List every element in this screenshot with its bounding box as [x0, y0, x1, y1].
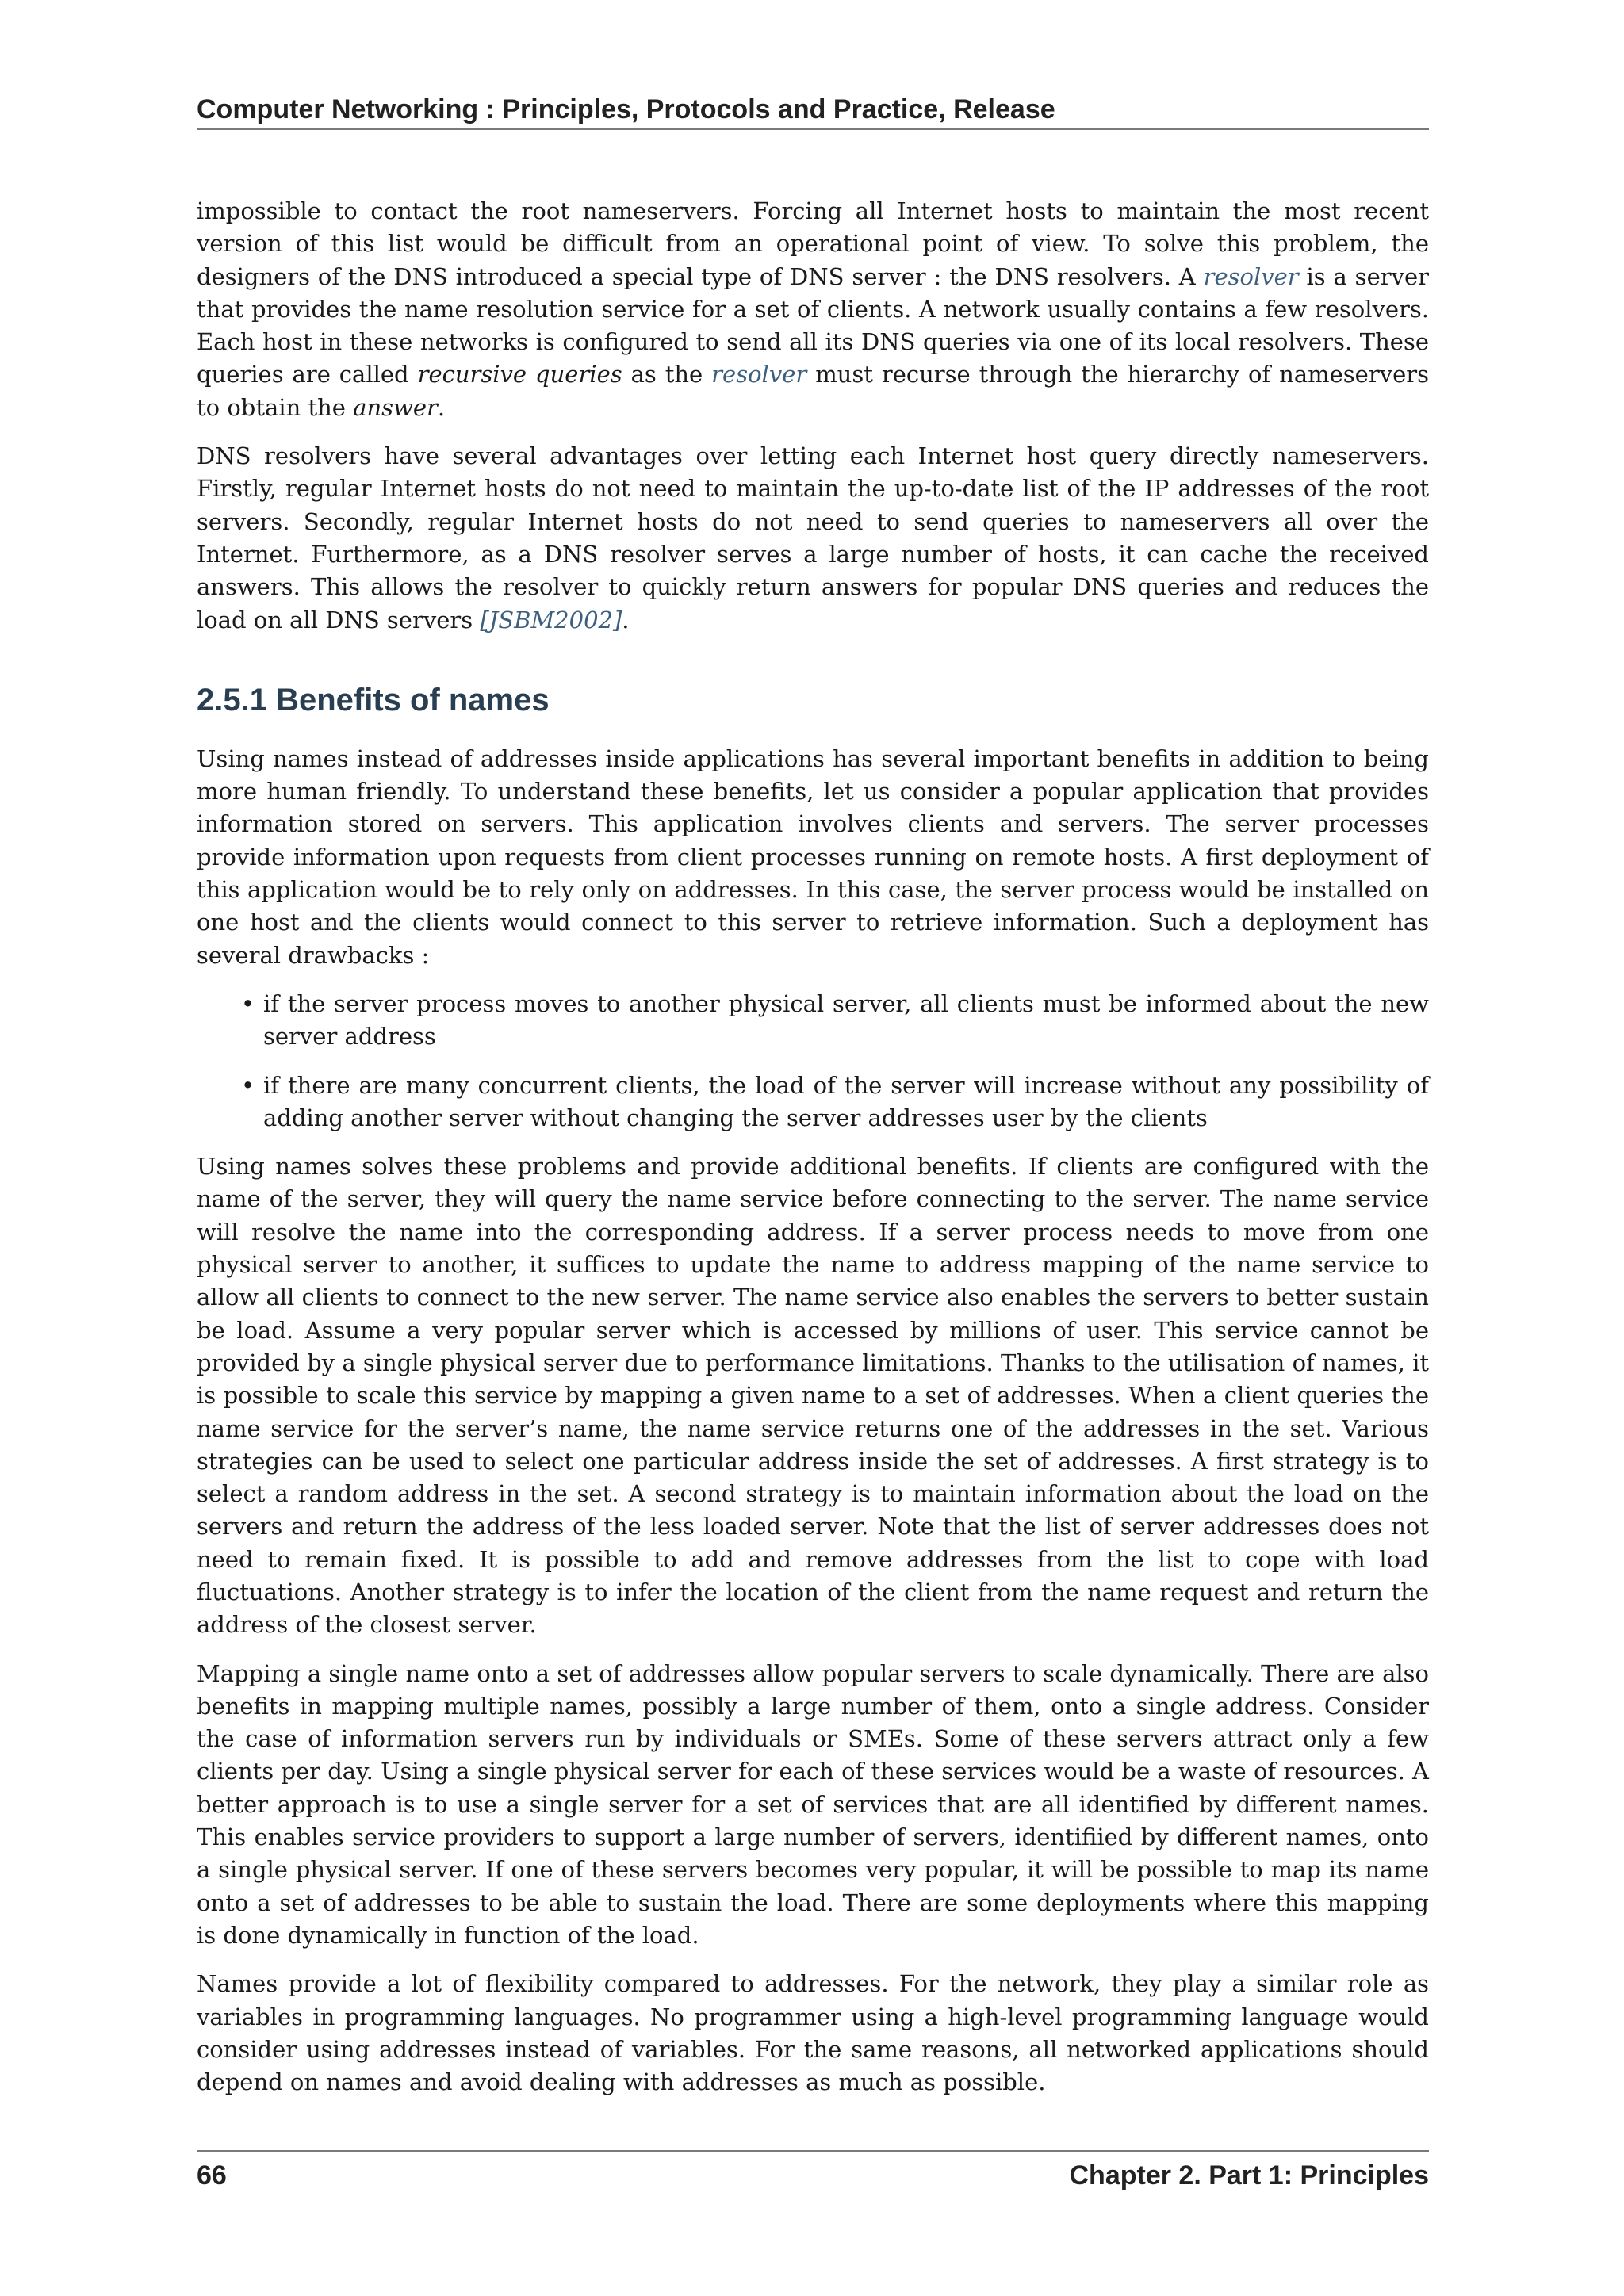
document-page [197, 0, 1429, 2296]
paragraph-benefits-intro: Using names instead of addresses inside applications has several important benefits in addition to being more human friendly. To understand these benefits, let us consider a popular application that provides information stored on servers. This application involves clients and servers. The server processes provide information upon requests from client processes running on remote hosts. A first deployment of this application would be to rely only on addresses. In this case, the server process would be installed on one host and the clients would connect to this server to retrieve information. Such a deployment has several drawbacks : [197, 744, 1429, 969]
section-heading: 2.5.1 Benefits of names [197, 682, 550, 718]
drawbacks-list [197, 988, 1429, 1135]
resolver-link[interactable]: resolver [1203, 262, 1299, 290]
paragraph-dns-resolvers-intro: impossible to contact the root nameservers. Forcing all Internet hosts to maintain the most recent version of this list would be difficult from an operational point of view. To solve this problem, the designers of the DNS introduced a special type of DNS server : the DNS resolvers. A resolver is a server that provides the name resolution service for a set of clients. A network usually contains a few resolvers. Each host in these networks is configured to send all its DNS queries via one of its local resolvers. These queries are called recursive queries as the resolver must recurse through the hierarchy of nameservers to obtain the answer. [197, 197, 1429, 421]
list-item: • if the server process moves to another physical server, all clients must be informed about the new server address [197, 988, 1429, 1054]
running-header: Computer Networking : Principles, Protocols and Practice, Release [197, 94, 1055, 124]
bullet-marker: • [241, 989, 255, 1017]
resolver-link[interactable]: resolver [711, 361, 807, 388]
bullet-marker: • [241, 1071, 255, 1099]
header-divider [197, 128, 1429, 130]
page-body [197, 195, 1429, 2114]
answer-term: answer [353, 393, 438, 421]
recursive-queries-term: recursive queries [417, 361, 622, 388]
paragraph-mapping-names: Mapping a single name onto a set of addresses allow popular servers to scale dynamically. There are also benefits in mapping multiple names, possibly a large number of them, onto a single address. Consider the case of information servers run by individuals or SMEs. Some of these servers attract only a few clients per day. Using a single physical server for each of these services would be a waste of resources. A better approach is to use a single server for a set of services that are all identified by different names. This enables service providers to support a large number of servers, identifiied by different names, onto a single physical server. If one of these servers becomes very popular, it will be possible to map its name onto a set of addresses to be able to sustain the load. There are some deployments where this mapping is done dynamically in function of the load. [197, 1659, 1429, 1949]
chapter-title: Chapter 2. Part 1: Principles [1069, 2160, 1429, 2191]
paragraph-names-solve-problems: Using names solves these problems and provide additional benefits. If clients are configured with the name of the server, they will query the name service before connecting to the server. The name service will resolve the name into the corresponding address. If a server process needs to move from one physical server to another, it suffices to update the name to address mapping of the name service to allow all clients to connect to the new server. The name service also enables the servers to better sustain be load. Assume a very popular server which is accessed by millions of user. This service cannot be provided by a single physical server due to performance limitations. Thanks to the utilisation of names, it is possible to scale this service by mapping a given name to a set of addresses. When a client queries the name service for the server’s name, the name service returns one of the addresses in the set. Various strategies can be used to select one particular address inside the set of addresses. A first strategy is to select a random address in the set. A second strategy is to maintain information about the load on the servers and return the address of the less loaded server. Note that the list of server addresses does not need to remain fixed. It is possible to add and remove addresses from the list to cope with load fluctuations. Another strategy is to infer the location of the client from the name request and return the address of the closest server. [197, 1153, 1429, 1639]
footer-divider [197, 2150, 1429, 2152]
list-item: • if there are many concurrent clients, the load of the server will increase without any possibility of adding another server without changing the server addresses user by the clients [197, 1070, 1429, 1135]
citation-link[interactable]: [JSBM2002] [480, 606, 622, 633]
page-number: 66 [197, 2160, 227, 2191]
paragraph-resolver-advantages: DNS resolvers have several advantages over letting each Internet host query directly nameservers. Firstly, regular Internet hosts do not need to maintain the up-to-date list of the IP addresses of the root servers. Secondly, regular Internet hosts do not need to send queries to nameservers all over the Internet. Furthermore, as a DNS resolver serves a large number of hosts, it can cache the received answers. This allows the resolver to quickly return answers for popular DNS queries and reduces the load on all DNS servers [JSBM2002]. [197, 442, 1429, 633]
paragraph-flexibility: Names provide a lot of flexibility compared to addresses. For the network, they play a similar role as variables in programming languages. No programmer using a high-level programming language would consider using addresses instead of variables. For the same reasons, all networked applications should depend on names and avoid dealing with addresses as much as possible. [197, 1970, 1429, 2096]
